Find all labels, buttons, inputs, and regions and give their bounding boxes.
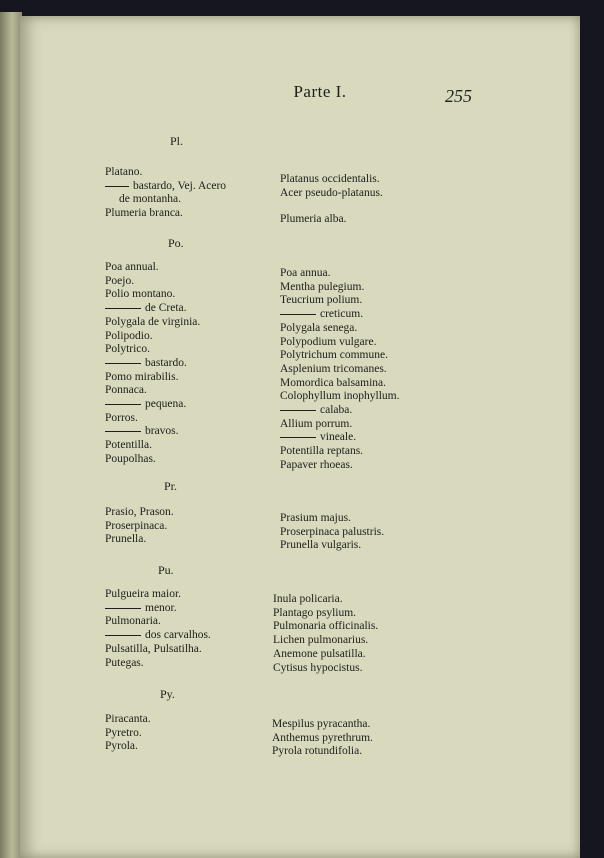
po-vernacular-column [105, 261, 200, 467]
pr-vernacular-column [105, 506, 174, 547]
entry-vernacular: Pyrola. [105, 740, 138, 753]
entry-vernacular: Pyretro. [105, 726, 142, 739]
entry-latin: Acer pseudo-platanus. [280, 186, 383, 199]
entry-vernacular: Polipodio. [105, 329, 153, 342]
section-heading-pr: Pr. [164, 479, 178, 493]
entry-vernacular: dos carvalhos. [145, 629, 211, 642]
entry-vernacular: Poa annual. [105, 261, 159, 273]
pl-latin-column [280, 173, 383, 227]
entry-latin: vineale. [320, 431, 357, 444]
section-heading-pl: Pl. [170, 134, 184, 148]
entry-vernacular: Pulgueira maior. [105, 588, 182, 600]
entry-vernacular: Putegas. [105, 656, 144, 669]
ditto-dash [105, 404, 141, 405]
entry-latin: Papaver rhoeas. [280, 458, 353, 471]
entry-vernacular: Piracanta. [105, 713, 151, 725]
entry-vernacular: Plumeria branca. [105, 207, 183, 220]
entry-vernacular: Poupolhas. [105, 452, 156, 465]
entry-latin: Anemone pulsatilla. [273, 647, 366, 660]
entry-latin: Poa annua. [280, 267, 331, 279]
entry-latin: Anthemus pyrethrum. [272, 731, 373, 744]
py-latin-column [272, 718, 373, 759]
ditto-dash [105, 186, 129, 187]
pl-vernacular-column [105, 166, 226, 221]
running-head: Parte I. [293, 82, 347, 101]
book-page [20, 16, 580, 858]
pr-latin-column [280, 512, 384, 553]
entry-vernacular: Pulsatilla, Pulsatilha. [105, 642, 202, 655]
entry-vernacular: bastardo, Vej. Acero [133, 179, 227, 192]
entry-latin: Polytrichum commune. [280, 349, 388, 362]
ditto-dash [280, 410, 316, 411]
entry-vernacular: bravos. [145, 425, 179, 438]
entry-vernacular: Porros. [105, 411, 138, 424]
entry-latin: Mentha pulegium. [280, 280, 365, 293]
entry-latin: Teucrium polium. [280, 294, 363, 307]
entry-vernacular: Prasio, Prason. [105, 506, 174, 518]
entry-latin: calaba. [320, 404, 353, 417]
pu-vernacular-column [105, 588, 211, 670]
entry-vernacular: Prunella. [105, 533, 147, 546]
entry-latin: Plumeria alba. [280, 213, 347, 226]
entry-vernacular: Ponnaca. [105, 384, 147, 397]
ditto-dash [105, 308, 141, 309]
entry-latin: Colophyllum inophyllum. [280, 390, 400, 403]
ditto-dash [105, 363, 141, 364]
entry-latin: Prasium majus. [280, 512, 351, 524]
entry-latin: Pulmonaria officinalis. [273, 620, 379, 633]
entry-vernacular: Platano. [105, 166, 143, 178]
entry-latin: Mespilus pyracantha. [272, 718, 371, 730]
ditto-dash [105, 608, 141, 609]
page-number: 255 [445, 86, 472, 106]
entry-vernacular: Polio montano. [105, 288, 176, 301]
entry-vernacular: Polygala de virginia. [105, 315, 201, 328]
entry-vernacular: de Creta. [145, 302, 187, 315]
entry-vernacular: Potentilla. [105, 439, 152, 452]
entry-latin: creticum. [320, 308, 364, 321]
entry-vernacular: Pomo mirabilis. [105, 370, 179, 383]
ditto-dash [105, 635, 141, 636]
entry-latin: Platanus occidentalis. [280, 173, 380, 185]
entry-vernacular: bastardo. [145, 356, 187, 369]
ditto-dash [280, 314, 316, 315]
entry-latin: Polypodium vulgare. [280, 335, 377, 348]
entry-latin: Inula policaria. [273, 593, 343, 605]
entry-latin: Prunella vulgaris. [280, 539, 362, 552]
entry-latin: Proserpinaca palustris. [280, 525, 385, 538]
entry-latin: Plantago psylium. [273, 606, 357, 619]
py-vernacular-column [105, 713, 151, 754]
entry-vernacular: menor. [145, 601, 177, 614]
ditto-dash [105, 431, 141, 432]
entry-latin: Lichen pulmonarius. [273, 634, 369, 647]
entry-vernacular: Pulmonaria. [105, 615, 161, 628]
facing-page-edge [0, 12, 22, 858]
entry-latin: Cytisus hypocistus. [273, 661, 363, 674]
entry-latin: Potentilla reptans. [280, 445, 364, 458]
entry-latin: Allium porrum. [280, 417, 353, 430]
po-latin-column [280, 267, 399, 473]
entry-vernacular: Poejo. [105, 274, 135, 287]
entry-vernacular: de montanha. [119, 193, 181, 206]
entry-vernacular: Proserpinaca. [105, 519, 168, 532]
ditto-dash [280, 437, 316, 438]
section-heading-py: Py. [160, 687, 175, 701]
entry-vernacular: pequena. [145, 398, 187, 411]
entry-latin: Asplenium tricomanes. [280, 362, 387, 375]
section-heading-po: Po. [168, 236, 184, 250]
entry-latin: Momordica balsamina. [280, 376, 387, 389]
pu-latin-column [273, 593, 378, 675]
section-heading-pu: Pu. [158, 563, 174, 577]
entry-latin: Polygala senega. [280, 321, 358, 334]
entry-latin: Pyrola rotundifolia. [272, 745, 363, 758]
entry-vernacular: Polytrico. [105, 343, 151, 356]
